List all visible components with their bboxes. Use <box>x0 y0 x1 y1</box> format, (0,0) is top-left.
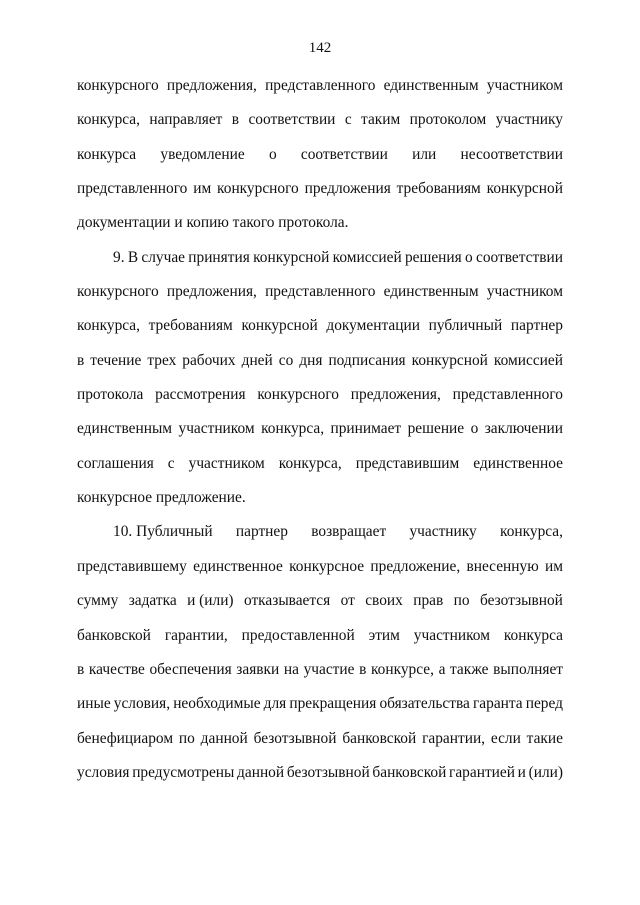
word: комиссией <box>493 351 563 369</box>
word: представившим <box>355 454 460 472</box>
word: участником <box>178 420 255 438</box>
word: 9. <box>113 248 125 266</box>
word: соглашения <box>77 454 154 472</box>
word: конкурса <box>503 626 563 644</box>
word: а <box>438 660 446 678</box>
word: таким <box>361 111 401 129</box>
word: партнер <box>235 523 288 541</box>
word: конкурса, <box>77 111 140 129</box>
text-line <box>77 179 563 213</box>
word: публичный <box>428 317 503 335</box>
word: со <box>278 351 294 369</box>
word: конкурсной <box>486 180 563 198</box>
text-line <box>77 316 563 350</box>
word: условия <box>77 763 130 781</box>
text-line <box>77 76 563 110</box>
word: качестве <box>88 660 145 678</box>
word: предусмотрены <box>132 763 235 781</box>
text-line <box>77 145 563 179</box>
word: принимает <box>330 420 402 438</box>
word: им <box>544 557 563 575</box>
word: предоставленной <box>241 626 355 644</box>
word: безотзывной <box>253 729 337 747</box>
word: сумму <box>77 592 119 610</box>
word: конкурса, <box>500 523 563 541</box>
text-line <box>77 660 563 694</box>
word: дня <box>299 351 323 369</box>
word: возвращает <box>311 523 387 541</box>
word: комиссией <box>332 248 402 266</box>
word: участие <box>303 660 355 678</box>
word: также <box>450 660 489 678</box>
word: соответствии <box>476 248 563 266</box>
word: трех <box>147 351 177 369</box>
word: конкурсного <box>257 386 339 404</box>
word: течение <box>90 351 142 369</box>
word: гарантии, <box>422 729 486 747</box>
word: заявки <box>236 660 280 678</box>
text-line <box>77 729 563 763</box>
word: если <box>490 729 521 747</box>
word: рабочих <box>182 351 236 369</box>
word: единственным <box>77 420 173 438</box>
word: конкурсной <box>411 351 488 369</box>
word: безотзывной <box>479 592 563 610</box>
word: В <box>127 248 139 266</box>
word: о <box>470 420 479 438</box>
word: единственное <box>193 557 283 575</box>
word: конкурсе, <box>370 660 434 678</box>
word: соответствии <box>300 145 388 163</box>
word: участником <box>486 77 563 94</box>
word: единственное <box>473 454 563 472</box>
word: в <box>77 660 85 678</box>
word: этим <box>368 626 400 644</box>
word: условия, <box>113 695 171 713</box>
text-line: документации и копию такого протокола. <box>77 214 349 232</box>
text-line <box>77 557 563 591</box>
word: внесенную <box>466 557 539 575</box>
word: необходимые <box>173 695 261 713</box>
word: конкурса <box>77 145 137 163</box>
word: банковской <box>372 763 447 781</box>
word: решение <box>407 420 465 438</box>
word: конкурсное <box>289 557 365 575</box>
text-line <box>77 248 563 282</box>
word: предложения, <box>166 283 257 301</box>
word: единственным <box>383 77 479 94</box>
word: такие <box>526 729 563 747</box>
word: конкурсного <box>77 77 159 94</box>
word: участником <box>413 626 490 644</box>
word: на <box>283 660 299 678</box>
word: протоколом <box>409 111 487 129</box>
word: безотзывной <box>286 763 370 781</box>
word: 10. Публичный <box>113 523 213 541</box>
word: обеспечения <box>149 660 232 678</box>
word: участнику <box>495 111 563 129</box>
word: и (или) <box>187 592 234 610</box>
text-line <box>77 385 563 419</box>
text-line <box>77 454 563 488</box>
text-line <box>77 591 563 625</box>
word: данной <box>200 729 248 747</box>
word: требованиям <box>148 317 233 335</box>
text-line <box>77 419 563 453</box>
word: представленного <box>265 77 376 94</box>
word: иные <box>77 695 111 713</box>
word: представленного <box>265 283 376 301</box>
text-line <box>77 110 563 144</box>
word: банковской <box>342 729 417 747</box>
word: конкурсного <box>217 180 299 198</box>
word: рассмотрения <box>155 386 246 404</box>
word: прав <box>413 592 444 610</box>
word: с <box>167 454 175 472</box>
word: выполняет <box>493 660 563 678</box>
word: участнику <box>409 523 477 541</box>
text-line <box>77 694 563 728</box>
word: в <box>231 111 240 129</box>
word: представленного <box>452 386 563 404</box>
word: требованиям <box>396 180 481 198</box>
word: предложения <box>304 180 391 198</box>
page-number: 142 <box>308 40 332 56</box>
word: конкурса, <box>278 454 342 472</box>
word: конкурсного <box>77 283 159 301</box>
word: конкурсной <box>253 248 330 266</box>
word: в <box>77 351 85 369</box>
word: с <box>344 111 352 129</box>
word: конкурса, <box>77 317 140 335</box>
word: представившему <box>77 557 187 575</box>
word: перед <box>525 695 563 713</box>
word: участником <box>188 454 265 472</box>
word: обязательства <box>379 695 470 713</box>
word: предложения, <box>350 386 441 404</box>
word: принятия <box>188 248 250 266</box>
word: соответствии <box>248 111 336 129</box>
word: гарантией <box>449 763 515 781</box>
word: представленного <box>77 180 188 198</box>
text-line <box>77 763 563 797</box>
word: своих <box>365 592 403 610</box>
text-line: конкурсное предложение. <box>77 489 246 507</box>
word: документации <box>326 317 420 335</box>
body-text <box>77 76 563 797</box>
text-line <box>77 626 563 660</box>
word: и <box>517 763 526 781</box>
word: прекращения <box>289 695 377 713</box>
word: подписания <box>328 351 406 369</box>
word: решения <box>404 248 462 266</box>
word: им <box>193 180 212 198</box>
word: заключении <box>484 420 563 438</box>
word: гарантии, <box>164 626 228 644</box>
text-line <box>77 282 563 316</box>
word: предложения, <box>166 77 257 94</box>
word: конкурса, <box>261 420 325 438</box>
word: о <box>268 145 277 163</box>
word: случае <box>141 248 185 266</box>
text-line <box>77 351 563 385</box>
word: уведомление <box>160 145 245 163</box>
word: (или) <box>528 763 563 781</box>
word: участником <box>486 283 563 301</box>
word: по <box>178 729 195 747</box>
word: единственным <box>383 283 479 301</box>
word: от <box>340 592 355 610</box>
word: банковской <box>77 626 151 644</box>
word: по <box>453 592 470 610</box>
word: предложение, <box>370 557 461 575</box>
word: партнер <box>510 317 563 335</box>
word: направляет <box>149 111 223 129</box>
word: несоответствии <box>460 145 563 163</box>
word: или <box>412 145 437 163</box>
word: данной <box>237 763 285 781</box>
word: отказывается <box>243 592 331 610</box>
word: для <box>263 695 287 713</box>
word: конкурсной <box>241 317 318 335</box>
word: задатка <box>128 592 177 610</box>
word: о <box>465 248 473 266</box>
text-line <box>77 522 563 556</box>
word: протокола <box>77 386 144 404</box>
word: в <box>359 660 367 678</box>
word: дней <box>241 351 273 369</box>
word: гаранта <box>472 695 523 713</box>
word: бенефициаром <box>77 729 174 747</box>
